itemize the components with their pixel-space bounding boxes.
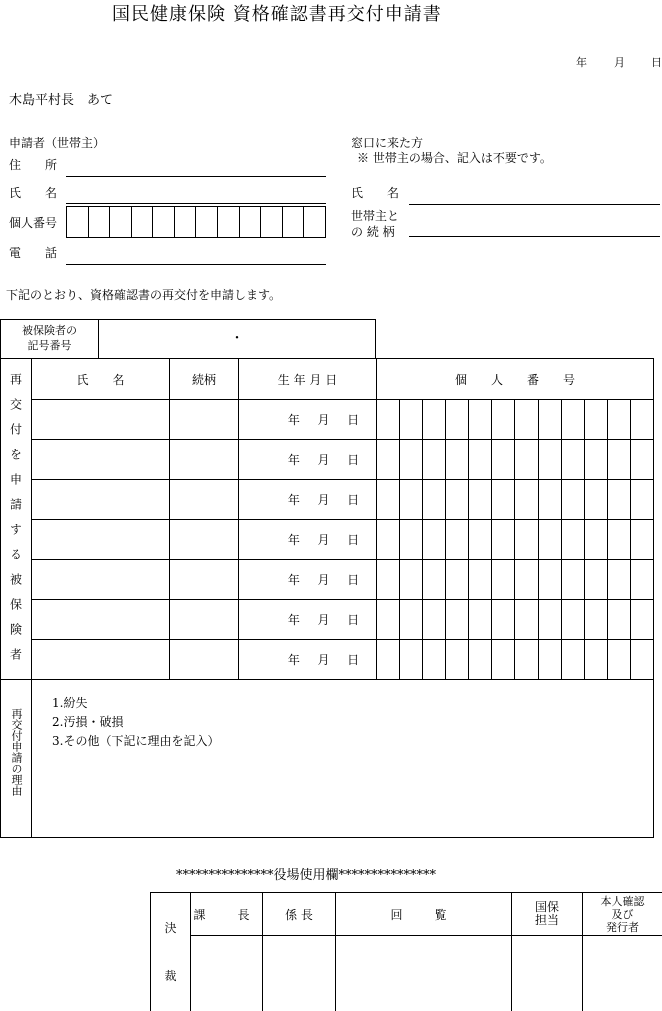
name-cell[interactable] <box>32 560 170 600</box>
personal-number-cell[interactable] <box>377 600 654 640</box>
insured-symbol-label: 被保険者の 記号番号 <box>1 320 99 358</box>
request-statement: 下記のとおり、資格確認書の再交付を申請します。 <box>6 288 282 302</box>
relation-cell[interactable] <box>170 480 239 520</box>
name-cell[interactable] <box>32 600 170 640</box>
table-row <box>1 640 654 680</box>
table-row <box>1 560 654 600</box>
header-personal-number: 個 人 番 号 <box>377 359 654 400</box>
addressee: 木島平村長 あて <box>9 93 114 108</box>
name-cell[interactable] <box>32 520 170 560</box>
relation-cell[interactable] <box>170 560 239 600</box>
visitor-name-label: 氏 名 <box>351 186 400 200</box>
table-row <box>1 520 654 560</box>
phone-field[interactable] <box>66 264 326 265</box>
birthdate-cell[interactable]: 年 月 日 <box>239 520 377 560</box>
birthdate-cell[interactable]: 年 月 日 <box>239 600 377 640</box>
personal-number-field[interactable] <box>66 206 326 238</box>
header-relation: 続柄 <box>170 359 239 400</box>
header-birthdate: 生 年 月 日 <box>239 359 377 400</box>
reason-options[interactable] <box>32 680 654 838</box>
office-use-header: ***************役場使用欄*************** <box>176 868 437 883</box>
birthdate-cell[interactable]: 年 月 日 <box>239 640 377 680</box>
kokuho-stamp[interactable] <box>512 936 583 1011</box>
table-row <box>1 400 654 440</box>
table-row <box>1 600 654 640</box>
personal-number-cell[interactable] <box>377 440 654 480</box>
relation-label-2: の 続 柄 <box>351 225 395 239</box>
relation-cell[interactable] <box>170 640 239 680</box>
office-use-table <box>150 892 662 1011</box>
relation-label-1: 世帯主と <box>351 209 400 223</box>
circulation-stamp[interactable] <box>336 936 512 1011</box>
chief-header: 係 長 <box>263 893 336 936</box>
visitor-name-field[interactable] <box>409 204 660 205</box>
phone-label: 電 話 <box>9 246 58 260</box>
personal-number-cell[interactable] <box>377 480 654 520</box>
insured-symbol-box <box>0 319 376 359</box>
reason-option-other[interactable]: 3.その他（下記に理由を記入） <box>52 734 220 748</box>
circulation-header: 回 覧 <box>336 893 512 936</box>
insured-persons-table <box>0 358 654 838</box>
section-chief-stamp[interactable] <box>191 936 263 1011</box>
personal-number-cell[interactable] <box>377 400 654 440</box>
applicant-name-field[interactable] <box>66 203 326 204</box>
personal-number-cell[interactable] <box>377 520 654 560</box>
birthdate-cell[interactable]: 年 月 日 <box>239 560 377 600</box>
form-title: 国民健康保険 資格確認書再交付申請書 <box>112 4 442 25</box>
table-row <box>1 440 654 480</box>
insured-symbol-field[interactable]: ・ <box>230 331 244 346</box>
applicant-name-label: 氏 名 <box>9 186 58 200</box>
date-month-label: 月 <box>614 56 625 69</box>
reason-side-label: 再交付申請の理由 <box>1 680 32 838</box>
relation-cell[interactable] <box>170 400 239 440</box>
confirm-stamp[interactable] <box>583 936 662 1011</box>
relation-cell[interactable] <box>170 440 239 480</box>
relation-cell[interactable] <box>170 600 239 640</box>
visitor-heading: 窓口に来た方 <box>351 136 424 150</box>
birthdate-cell[interactable]: 年 月 日 <box>239 440 377 480</box>
kokuho-header: 国保 担当 <box>512 893 583 936</box>
personal-number-label: 個人番号 <box>9 216 58 230</box>
date-year-label: 年 <box>576 56 587 69</box>
name-cell[interactable] <box>32 640 170 680</box>
reason-option-damaged[interactable]: 2.汚損・破損 <box>52 715 124 729</box>
name-cell[interactable] <box>32 440 170 480</box>
personal-number-cell[interactable] <box>377 640 654 680</box>
relation-field[interactable] <box>409 236 660 237</box>
header-name: 氏 名 <box>32 359 170 400</box>
address-field[interactable] <box>66 176 326 177</box>
name-cell[interactable] <box>32 400 170 440</box>
reason-option-lost[interactable]: 1.紛失 <box>52 696 88 710</box>
personal-number-cell[interactable] <box>377 560 654 600</box>
address-label: 住 所 <box>9 158 58 172</box>
name-cell[interactable] <box>32 480 170 520</box>
chief-stamp[interactable] <box>263 936 336 1011</box>
table-row <box>1 480 654 520</box>
relation-cell[interactable] <box>170 520 239 560</box>
birthdate-cell[interactable]: 年 月 日 <box>239 480 377 520</box>
table-side-label: 再交付を申請する被保険者 <box>1 359 32 680</box>
visitor-note: ※ 世帯主の場合、記入は不要です。 <box>357 151 552 165</box>
section-chief-header: 課 長 <box>191 893 263 936</box>
applicant-heading: 申請者（世帯主） <box>9 136 106 150</box>
birthdate-cell[interactable]: 年 月 日 <box>239 400 377 440</box>
decision-label: 決 裁 <box>151 893 191 1011</box>
confirm-header: 本人確認 及び 発行者 <box>583 893 662 936</box>
date-day-label: 日 <box>651 56 662 69</box>
